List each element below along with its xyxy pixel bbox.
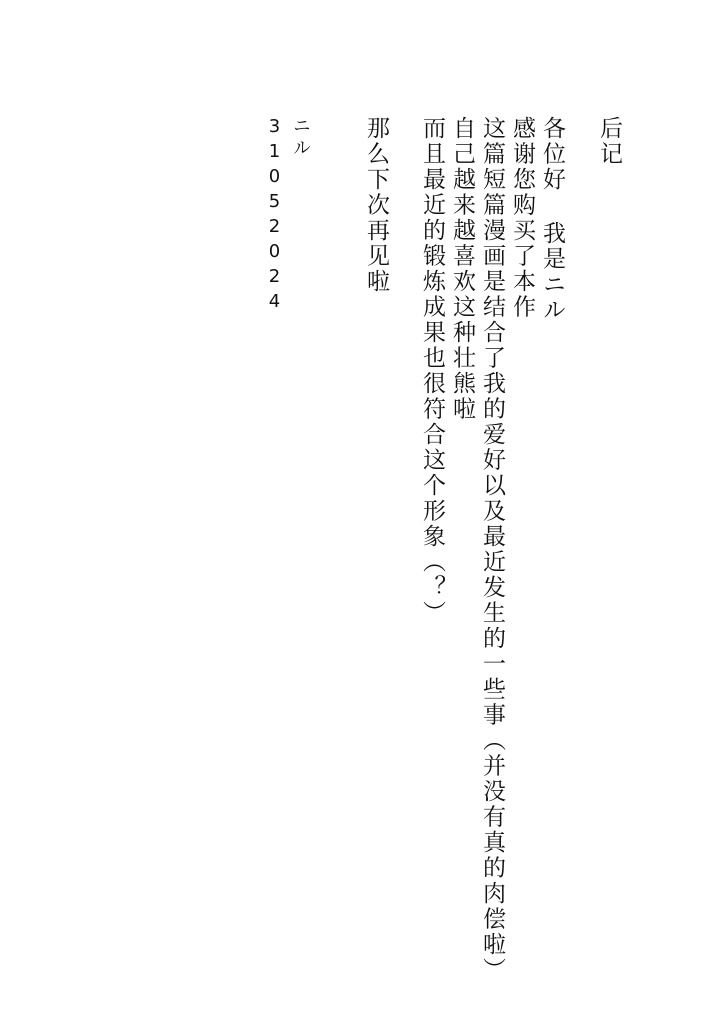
closing-line: 那么下次再见啦: [363, 116, 389, 295]
training-line: 而且最近的锻炼成果也很符合这个形象（？）: [419, 116, 445, 626]
greeting-line: 各位好 我是ニル: [539, 116, 565, 323]
signature-name: ニル: [290, 116, 311, 160]
afterword-title: 后记: [596, 116, 622, 167]
thanks-line: 感谢您购买了本作: [509, 116, 535, 320]
signature-date: 31052024: [264, 116, 285, 316]
preference-line: 自己越来越喜欢这种壮熊啦: [449, 116, 475, 422]
story-line: 这篇短篇漫画是结合了我的爱好以及最近发生的一些事（并没有真的肉偿啦）: [479, 116, 505, 983]
